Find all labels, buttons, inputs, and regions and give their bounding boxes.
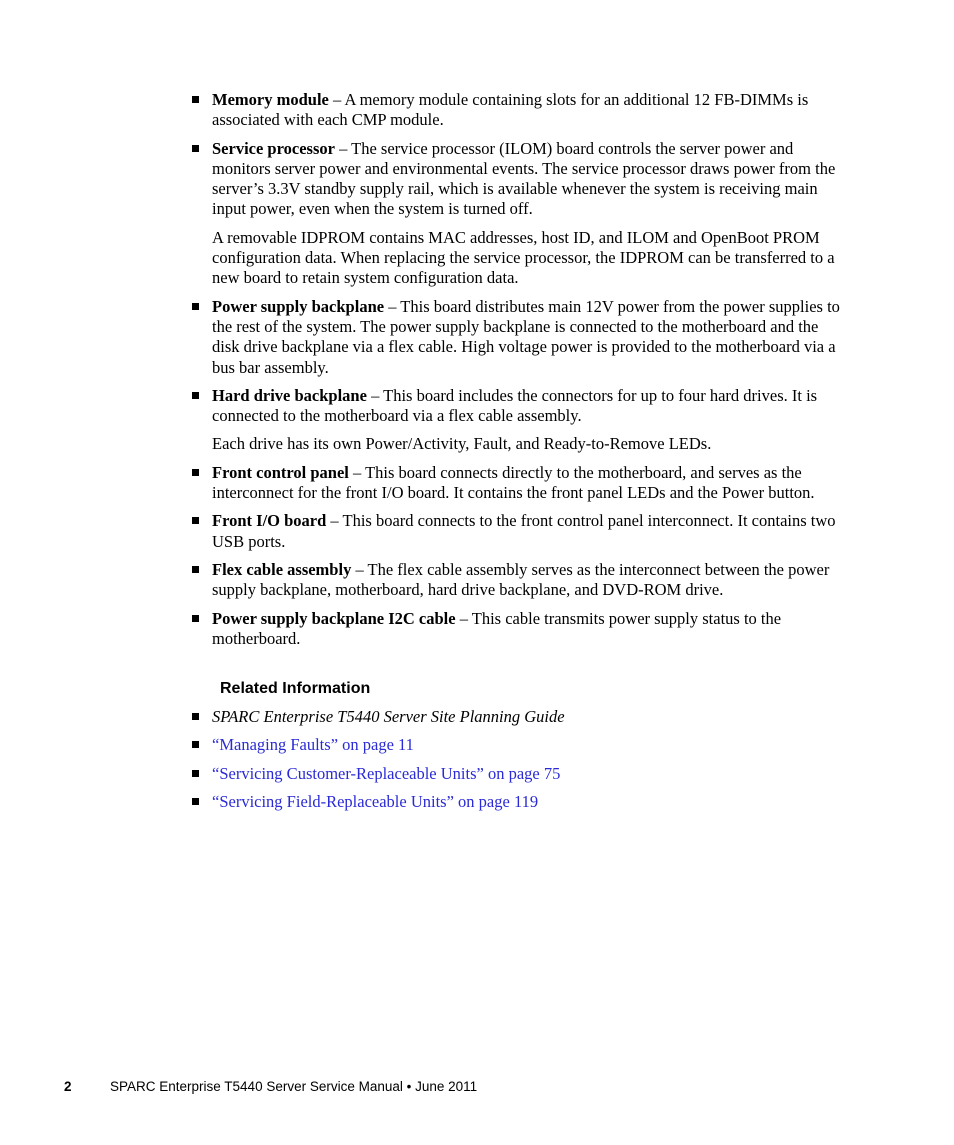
servicing-fru-link[interactable]: “Servicing Field-Replaceable Units” on page 119	[212, 792, 539, 812]
item-term: Hard drive backplane	[212, 385, 367, 405]
item-description: – This board includes the connectors for up to four hard drives. It is connected to the motherboard via a flex cable assembly.	[212, 385, 818, 426]
related-information-heading: Related Information	[220, 680, 371, 698]
related-links-list	[192, 707, 842, 812]
square-bullet-icon	[192, 566, 199, 573]
list-item	[192, 463, 842, 504]
item-term: Front I/O board	[212, 511, 327, 531]
square-bullet-icon	[192, 145, 199, 152]
list-item	[192, 511, 842, 552]
square-bullet-icon	[192, 615, 199, 622]
square-bullet-icon	[192, 96, 199, 103]
footer-text: SPARC Enterprise T5440 Server Service Manual • June 2011	[110, 1079, 478, 1094]
item-extra-paragraph: Each drive has its own Power/Activity, Fault, and Ready-to-Remove LEDs.	[212, 434, 712, 454]
page-content	[192, 90, 842, 820]
square-bullet-icon	[192, 741, 199, 748]
list-item	[192, 386, 842, 455]
list-item	[192, 560, 842, 601]
item-description: – This board distributes main 12V power from the power supplies to the rest of the system. The power supply backplane is connected to the motherboard and the disk drive backplane via a flex cable. High voltage power is provided to the motherboard via a bus bar assembly.	[212, 296, 840, 377]
item-term: Front control panel	[212, 462, 349, 482]
square-bullet-icon	[192, 798, 199, 805]
square-bullet-icon	[192, 517, 199, 524]
planning-guide-title: SPARC Enterprise T5440 Server Site Planning Guide	[212, 707, 565, 727]
list-item	[192, 609, 842, 650]
item-term: Service processor	[212, 138, 335, 158]
item-description: – The flex cable assembly serves as the interconnect between the power supply backplane, motherboard, hard drive backplane, and DVD-ROM drive.	[212, 559, 830, 600]
item-description: – This board connects to the front control panel interconnect. It contains two USB ports.	[212, 511, 836, 551]
square-bullet-icon	[192, 770, 199, 777]
item-description: – This cable transmits power supply status to the motherboard.	[212, 608, 782, 648]
managing-faults-link[interactable]: “Managing Faults” on page 11	[212, 735, 414, 755]
servicing-cru-link[interactable]: “Servicing Customer-Replaceable Units” on page 75	[212, 763, 561, 783]
item-description: – The service processor (ILOM) board controls the server power and monitors server power and environmental events. The service processor draws power from the server’s 3.3V standby supply rail, which is available whenever the system is receiving main input power, even when the system is turned off.	[212, 138, 836, 219]
item-term: Memory module	[212, 90, 329, 109]
item-term: Flex cable assembly	[212, 559, 352, 579]
list-item	[192, 792, 842, 812]
page-number: 2	[64, 1079, 72, 1094]
square-bullet-icon	[192, 303, 199, 310]
list-item	[192, 139, 842, 289]
item-description: – This board connects directly to the motherboard, and serves as the interconnect for the front I/O board. It contains the front panel LEDs and the Power button.	[212, 462, 815, 503]
item-extra-paragraph: A removable IDPROM contains MAC addresses, host ID, and ILOM and OpenBoot PROM configuration data. When replacing the service processor, the IDPROM can be transferred to a new board to retain system configuration data.	[212, 227, 835, 288]
list-item	[192, 90, 842, 131]
square-bullet-icon	[192, 469, 199, 476]
square-bullet-icon	[192, 713, 199, 720]
item-description: – A memory module containing slots for an additional 12 FB-DIMMs is associated with each CMP module.	[212, 90, 809, 130]
item-term: Power supply backplane I2C cable	[212, 608, 456, 628]
item-term: Power supply backplane	[212, 296, 385, 316]
component-list	[192, 90, 842, 649]
list-item	[192, 707, 842, 727]
square-bullet-icon	[192, 392, 199, 399]
list-item	[192, 735, 842, 755]
list-item	[192, 764, 842, 784]
list-item	[192, 297, 842, 378]
